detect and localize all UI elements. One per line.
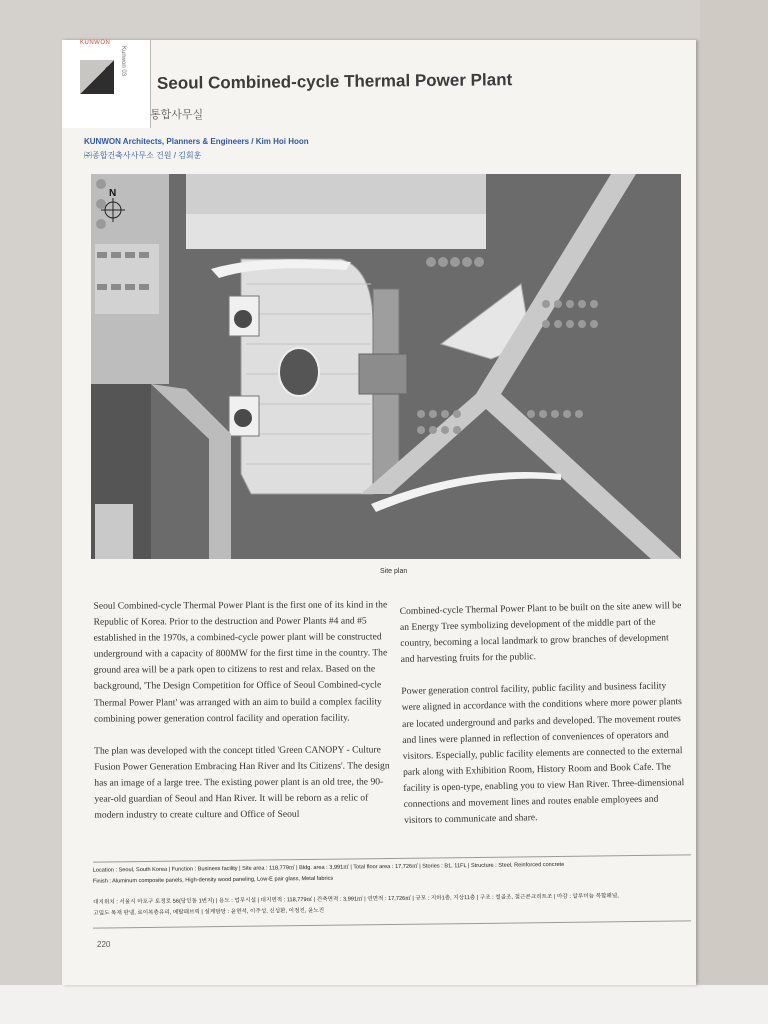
paragraph: The plan was developed with the concept titled 'Green CANOPY - Culture Fusion Power Generation Embracing Han River and Its Citizens'. The design has an image of a large tree. The existing power plant is an old tree, the 90-year-old guardian of Seoul and Han River. It will be reborn as a relic of modern industry to create culture and Office of Seoul — [94, 744, 390, 821]
site-plan-image — [91, 174, 681, 559]
paragraph: Power generation control facility, public facility and business facility were aligned in accordance with the conditions where more power plants are located underground and parks and developed. The movement routes and lines were planned in reflection of conveniences of operators and visitors. Especially, public facility elements are connected to the external park along with Exhibition Room, History Room and Book Cafe. The facility is open-type, enabling you to view Han River. Three-dimensional connections and movement lines and routes enable employees and visitors to communicate and share. — [401, 680, 685, 827]
site-plan-drawing — [91, 174, 681, 559]
project-specs — [93, 858, 694, 919]
paragraph: Seoul Combined-cycle Thermal Power Plant is the first one of its kind in the Republic of Korea. Prior to the destruction and Power Plants #4 and #5 established in the 1970s, a combined-cycle power plant will be constructed underground with a capacity of 800MW for the first time in the country. The ground area will be a park open to citizens to rest and relax. Based on the background, 'The Design Competition for Office of Seoul Combined-cycle Thermal Power Plant' was arranged with an aim to build a complex facility combining power generation control facility and operation facility. — [93, 599, 388, 725]
spec-line-ko-1: 대지위치 : 서울시 마포구 토정로 56(당인동 1번지) | 용도 : 업무시설 | 대지면적 : 118,779㎡ | 건축면적 : 3,991㎡ | 연면적 : 17,726㎡ | 규모 : 지하1층, 지상11층 | 구조 : 철골조, 철근콘크리트조 | 마감 : 알루미늄 복합패널, — [93, 893, 619, 906]
spec-line-ko-2: 고밀도 목재 판넬, 로이복층유리, 메탈패브릭 | 설계담당 : 윤현석, 이주성, 신성환, 이정진, 윤노진 — [93, 907, 325, 917]
north-label: N — [109, 188, 117, 199]
spec-line-en-2: Finish : Aluminum composite panels, High-density wood paneling, Low-E pair glass, Metal fabrics — [92, 875, 334, 885]
body-column-right — [400, 598, 689, 845]
spec-line-en-1: Location : Seoul, South Korea | Function : Business facility | Site area : 118,779㎡ | Bldg. area : 3,991㎡ | Total floor area : 17,726㎡ | Stories : B1, 11FL | Structure : Steel, Reinforced concrete — [92, 861, 565, 874]
background-bottom — [0, 985, 768, 1024]
body-column-left — [93, 597, 391, 840]
architect-korean: ㈜종합건축사사무소 건원 / 김회훈 — [84, 151, 202, 160]
tab-side-label: Kunwon 03 — [120, 46, 126, 77]
korean-subtitle: 통합사무실 — [150, 109, 204, 121]
tab-logo-icon — [80, 60, 114, 94]
architect-english: KUNWON Architects, Planners & Engineers / Kim Hoi Hoon — [84, 137, 309, 146]
tab-label: KUNWON — [80, 40, 111, 46]
page-number: 220 — [97, 940, 111, 949]
page-title: Seoul Combined-cycle Thermal Power Plant — [156, 70, 513, 93]
paragraph: Combined-cycle Thermal Power Plant to be built on the site anew will be an Energy Tree symbolizing development of the middle part of the country, becoming a local landmark to grow branches of development and harvesting fruits for the public. — [399, 600, 682, 666]
background-right — [700, 0, 768, 1024]
figure-caption: Site plan — [380, 568, 408, 575]
